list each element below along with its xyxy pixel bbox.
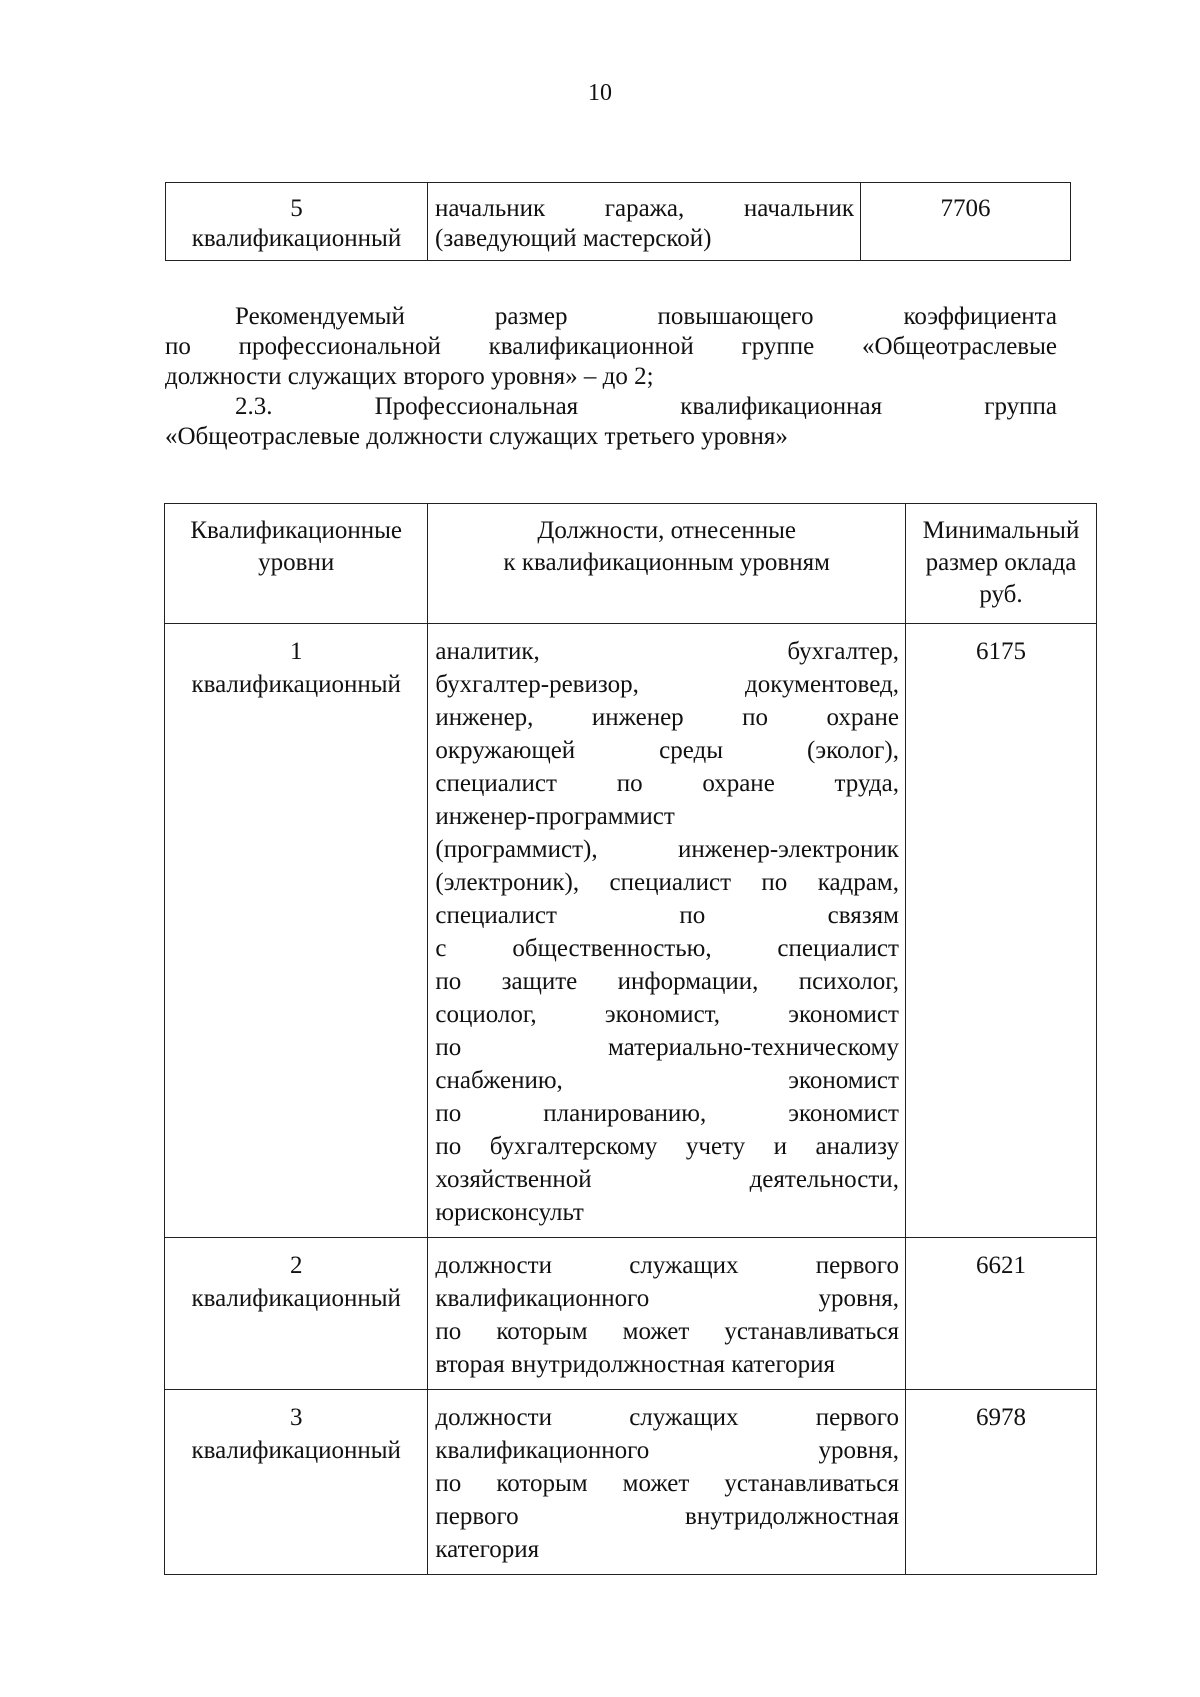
positions-line: окружающей среды (эколог),	[435, 737, 899, 764]
positions-line: бухгалтер-ревизор, документовед,	[435, 671, 899, 698]
level-cell	[165, 624, 428, 1238]
positions-line: по материально-техническому	[435, 1034, 899, 1061]
positions-line: по защите информации, психолог,	[435, 968, 899, 995]
header-line: Должности, отнесенные	[537, 517, 797, 544]
level-number: 3	[289, 1404, 303, 1431]
positions-line: должности служащих первого	[435, 1404, 899, 1431]
level-number: 1	[289, 638, 303, 665]
salary-cell: 6621	[905, 1238, 1096, 1390]
positions-line: первого внутридолжностная	[435, 1503, 899, 1530]
paragraph-line: по профессиональной квалификационной группе «Общеотраслевые	[165, 333, 1057, 360]
table-row	[165, 1238, 1097, 1390]
positions-line: (программист), инженер-электроник	[435, 836, 899, 863]
positions-line: инженер, инженер по охране	[435, 704, 899, 731]
section-heading-line: 2.3. Профессиональная квалификационная группа	[235, 393, 1057, 420]
positions-line: специалист по связям	[435, 902, 899, 929]
level-number: 2	[289, 1252, 303, 1279]
positions-line: с общественностью, специалист	[435, 935, 899, 962]
positions-line: (электроник), специалист по кадрам,	[435, 869, 899, 896]
positions-line: по которым может устанавливаться	[435, 1470, 899, 1497]
level-cell	[165, 1238, 428, 1390]
positions-line: по бухгалтерскому учету и анализу	[435, 1133, 899, 1160]
positions-cell	[428, 1390, 906, 1575]
positions-line: начальник гаража, начальник	[435, 195, 854, 222]
level-word: квалификационный	[191, 1285, 401, 1312]
header-positions	[428, 504, 906, 624]
positions-line: инженер-программист	[435, 803, 675, 830]
salary-cell: 6978	[905, 1390, 1096, 1575]
paragraph-line: Рекомендуемый размер повышающего коэффициента	[235, 303, 1057, 330]
level-word: квалификационный	[191, 1437, 401, 1464]
header-line: Минимальный	[922, 517, 1080, 544]
table-row	[165, 1390, 1097, 1575]
level-word: квалификационный	[191, 225, 402, 252]
salary-table-previous	[165, 182, 1071, 261]
positions-line: специалист по охране труда,	[435, 770, 899, 797]
header-line: руб.	[979, 581, 1023, 608]
positions-line: категория	[435, 1536, 540, 1563]
positions-line: квалификационного уровня,	[435, 1285, 899, 1312]
positions-line: юрисконсульт	[435, 1199, 584, 1226]
level-word: квалификационный	[191, 671, 401, 698]
section-heading-line: «Общеотраслевые должности служащих третьего уровня»	[165, 423, 788, 450]
table-row	[165, 624, 1097, 1238]
positions-line: должности служащих первого	[435, 1252, 899, 1279]
positions-cell	[428, 1238, 906, 1390]
header-line: размер оклада	[925, 549, 1077, 576]
positions-line: вторая внутридолжностная категория	[435, 1351, 835, 1378]
salary-cell: 6175	[905, 624, 1096, 1238]
positions-cell	[428, 183, 861, 261]
table-header-row	[165, 504, 1097, 624]
positions-line: по которым может устанавливаться	[435, 1318, 899, 1345]
paragraph-line: должности служащих второго уровня» – до 2;	[165, 363, 654, 390]
positions-line: аналитик, бухгалтер,	[435, 638, 899, 665]
positions-line: хозяйственной деятельности,	[435, 1166, 899, 1193]
level-cell	[166, 183, 428, 261]
positions-line: (заведующий мастерской)	[435, 225, 712, 252]
positions-line: по планированию, экономист	[435, 1100, 899, 1127]
table-row	[166, 183, 1071, 261]
header-line: к квалификационным уровням	[503, 549, 830, 576]
positions-line: снабжению, экономист	[435, 1067, 899, 1094]
positions-cell	[428, 624, 906, 1238]
header-salary	[905, 504, 1096, 624]
level-number: 5	[290, 195, 303, 222]
header-levels	[165, 504, 428, 624]
header-line: Квалификационные	[190, 517, 403, 544]
positions-line: социолог, экономист, экономист	[435, 1001, 899, 1028]
page-number: 10	[588, 80, 612, 106]
positions-line: квалификационного уровня,	[435, 1437, 899, 1464]
salary-cell: 7706	[861, 183, 1071, 261]
level-cell	[165, 1390, 428, 1575]
header-line: уровни	[258, 549, 335, 576]
salary-table-third-level	[164, 503, 1097, 1575]
recommendation-paragraph	[165, 302, 1057, 452]
